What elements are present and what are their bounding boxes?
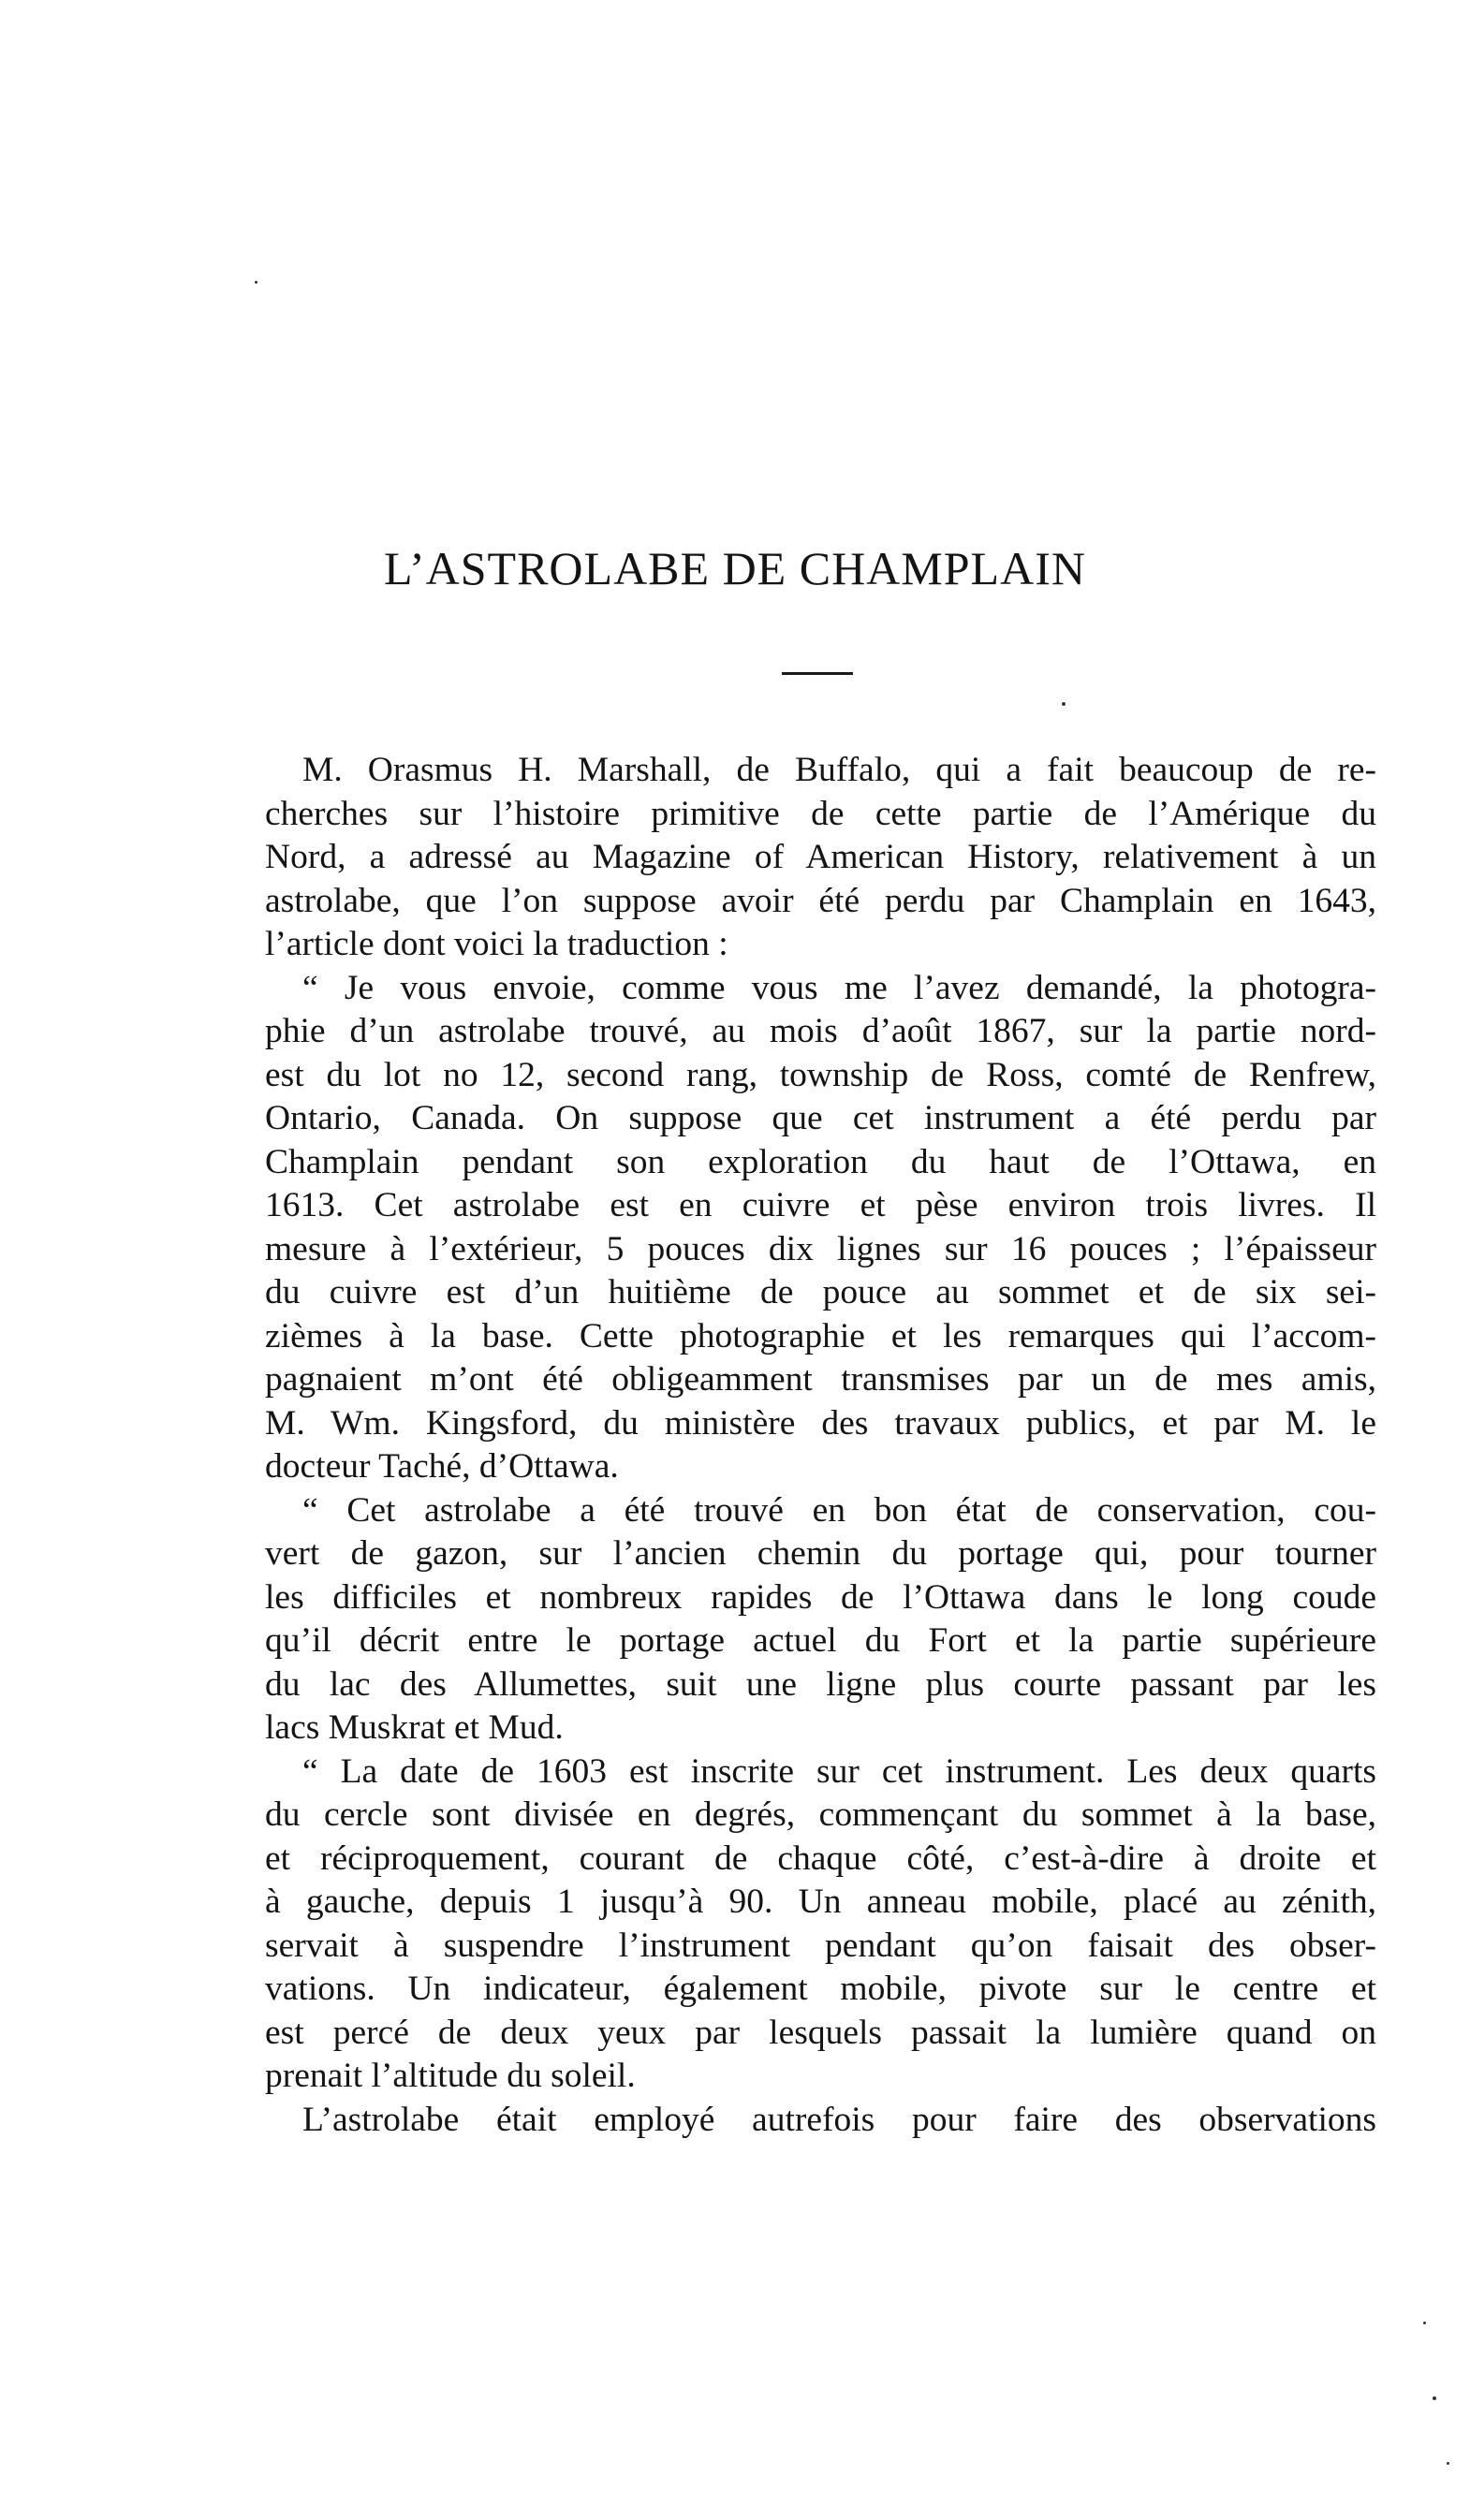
text-line: pagnaient m’ont été obligeamment transmises par un de mes amis,: [265, 1360, 1376, 1399]
text-line: est percé de deux yeux par lesquels passait la lumière quand on: [265, 2013, 1376, 2052]
text-line: mesure à l’extérieur, 5 pouces dix lignes sur 16 pouces ; l’épaisseur: [265, 1229, 1376, 1268]
text-line: du lac des Allumettes, suit une ligne plus courte passant par les: [265, 1664, 1376, 1704]
text-line: servait à suspendre l’instrument pendant qu’on faisait des obser-: [265, 1926, 1376, 1965]
text-line: à gauche, depuis 1 jusqu’à 90. Un anneau mobile, placé au zénith,: [265, 1883, 1376, 1921]
text-line: vert de gazon, sur l’ancien chemin du portage qui, pour tourner: [265, 1534, 1376, 1573]
scan-speck: [1447, 2462, 1449, 2465]
text-line: Ontario, Canada. On suppose que cet instrument a été perdu par: [265, 1099, 1376, 1137]
text-line: M. Wm. Kingsford, du ministère des travaux publics, et par M. le: [265, 1403, 1376, 1443]
scan-speck: [255, 281, 257, 284]
text-line: est du lot no 12, second rang, township de Ross, comté de Renfrew,: [265, 1055, 1376, 1094]
scan-speck: [1433, 2396, 1436, 2400]
title-rule: [782, 672, 853, 675]
text-line: cherches sur l’histoire primitive de cette partie de l’Amérique du: [265, 794, 1376, 833]
paragraph: [265, 967, 1376, 1489]
text-line: les difficiles et nombreux rapides de l’Ottawa dans le long coude: [265, 1577, 1376, 1617]
text-line: “ Je vous envoie, comme vous me l’avez demandé, la photogra-: [302, 968, 1376, 1007]
text-line: et réciproquement, courant de chaque côté, c’est-à-dire à droite et: [265, 1839, 1376, 1878]
text-line: l’article dont voici la traduction :: [265, 925, 728, 963]
text-line: docteur Taché, d’Ottawa.: [265, 1447, 619, 1486]
scan-speck: [1062, 702, 1066, 706]
text-line: du cercle sont divisée en degrés, commençant du sommet à la base,: [265, 1795, 1376, 1834]
text-line: phie d’un astrolabe trouvé, au mois d’août 1867, sur la partie nord-: [265, 1012, 1376, 1050]
scan-speck: [1423, 2322, 1426, 2324]
text-body: [265, 749, 1376, 2142]
paragraph: [265, 2099, 1376, 2143]
text-line: Champlain pendant son exploration du haut de l’Ottawa, en: [265, 1142, 1376, 1181]
text-line: 1613. Cet astrolabe est en cuivre et pèse environ trois livres. Il: [265, 1186, 1376, 1224]
text-line: vations. Un indicateur, également mobile, pivote sur le centre et: [265, 1970, 1376, 2008]
paragraph: [265, 749, 1376, 967]
text-line: du cuivre est d’un huitième de pouce au sommet et de six sei-: [265, 1273, 1376, 1311]
text-line: qu’il décrit entre le portage actuel du Fort et la partie supérieure: [265, 1621, 1376, 1660]
text-line: “ La date de 1603 est inscrite sur cet instrument. Les deux quarts: [302, 1751, 1376, 1791]
text-line: lacs Muskrat et Mud.: [265, 1708, 564, 1747]
text-line: prenait l’altitude du soleil.: [265, 2057, 636, 2095]
text-line: zièmes à la base. Cette photographie et les remarques qui l’accom-: [265, 1316, 1376, 1355]
text-line: M. Orasmus H. Marshall, de Buffalo, qui a fait beaucoup de re-: [302, 751, 1376, 789]
text-line: astrolabe, que l’on suppose avoir été perdu par Champlain en 1643,: [265, 881, 1376, 920]
paragraph: [265, 1489, 1376, 1751]
paragraph: [265, 1751, 1376, 2099]
chapter-title: L’ASTROLABE DE CHAMPLAIN: [384, 542, 1086, 594]
text-line: “ Cet astrolabe a été trouvé en bon état de conservation, cou-: [302, 1490, 1376, 1530]
text-line: Nord, a adressé au Magazine of American History, relativement à un: [265, 838, 1376, 876]
text-line: L’astrolabe était employé autrefois pour faire des observations: [302, 2100, 1376, 2139]
